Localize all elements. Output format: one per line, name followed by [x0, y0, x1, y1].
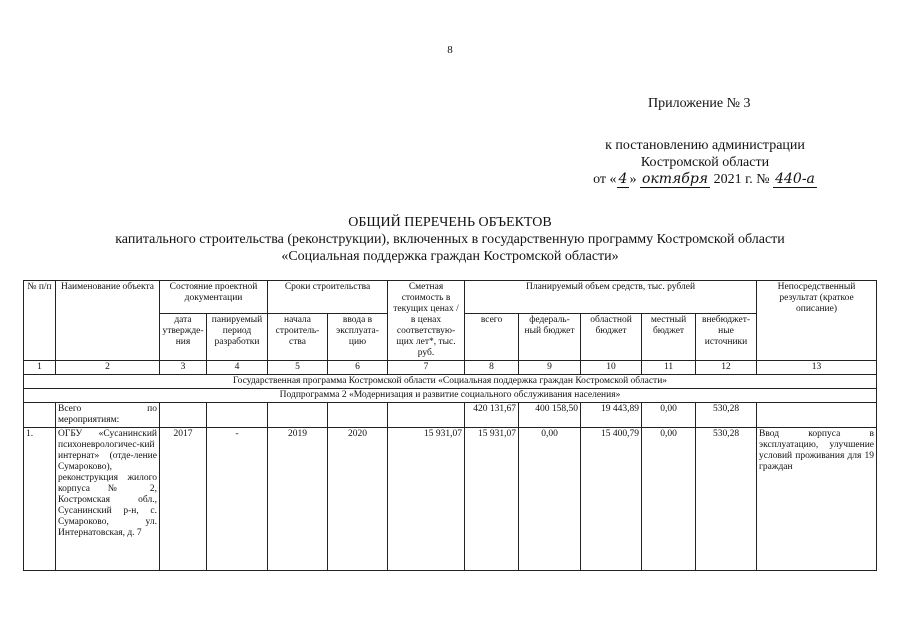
total-local: 0,00 — [642, 403, 696, 428]
row-estimate: 15 931,07 — [388, 428, 465, 571]
page-number: 8 — [447, 44, 453, 56]
col-number: 1 — [24, 361, 56, 375]
date-prefix: от « — [593, 172, 617, 187]
col-number: 11 — [642, 361, 696, 375]
header-funding: Планируемый объем средств, тыс. рублей — [465, 281, 757, 314]
column-numbers-row — [24, 361, 877, 375]
header-extra: внебюджет-ные источники — [696, 313, 757, 360]
handwritten-day: 4 — [618, 171, 628, 187]
col-number: 9 — [519, 361, 581, 375]
row-local: 0,00 — [642, 428, 696, 571]
year-text: 2021 г. № — [713, 172, 770, 187]
header-regional: областной бюджет — [581, 313, 642, 360]
row-start: 2019 — [268, 428, 328, 571]
subprogram-title: Подпрограмма 2 «Модернизация и развитие социального обслуживания населения» — [24, 389, 877, 403]
empty-cell — [757, 403, 877, 428]
header-row-1 — [24, 281, 877, 314]
empty-cell — [328, 403, 388, 428]
col-number: 3 — [160, 361, 207, 375]
header-design-state: Состояние проектной документации — [160, 281, 268, 314]
handwritten-month: октября — [641, 171, 709, 187]
col-number: 12 — [696, 361, 757, 375]
row-federal: 0,00 — [519, 428, 581, 571]
row-commissioning: 2020 — [328, 428, 388, 571]
total-sum: 420 131,67 — [465, 403, 519, 428]
header-federal: федераль-ный бюджет — [519, 313, 581, 360]
row-result: Ввод корпуса в эксплуатацию, улучшение условий проживания для 19 граждан — [757, 428, 877, 571]
empty-cell — [24, 403, 56, 428]
header-result: Непосредственный результат (краткое описание) — [757, 281, 877, 361]
row-planned-period: - — [207, 428, 268, 571]
subprogram-row — [24, 389, 877, 403]
decree-block — [560, 137, 850, 188]
total-extra: 530,28 — [696, 403, 757, 428]
header-local: местный бюджет — [642, 313, 696, 360]
total-label: Всего по мероприятиям: — [56, 403, 160, 428]
empty-cell — [160, 403, 207, 428]
appendix-label: Приложение № 3 — [648, 96, 751, 111]
title-line3: «Социальная поддержка граждан Костромской области» — [281, 249, 619, 264]
decree-date-line — [560, 171, 850, 188]
header-construction-terms: Сроки строительства — [268, 281, 388, 314]
total-regional: 19 443,89 — [581, 403, 642, 428]
col-number: 13 — [757, 361, 877, 375]
row-regional: 15 400,79 — [581, 428, 642, 571]
total-federal: 400 158,50 — [519, 403, 581, 428]
header-name: Наименование объекта — [56, 281, 160, 361]
col-number: 10 — [581, 361, 642, 375]
title-line1: ОБЩИЙ ПЕРЕЧЕНЬ ОБЪЕКТОВ — [348, 215, 552, 230]
col-number: 2 — [56, 361, 160, 375]
header-num: № п/п — [24, 281, 56, 361]
decree-line2: Костромской области — [640, 155, 770, 170]
total-row — [24, 403, 877, 428]
col-number: 8 — [465, 361, 519, 375]
col-number: 6 — [328, 361, 388, 375]
header-start: начала строитель-ства — [268, 313, 328, 360]
header-planned-period: панируемый период разработки — [207, 313, 268, 360]
empty-cell — [388, 403, 465, 428]
header-approval-date: дата утвержде-ния — [160, 313, 207, 360]
header-commissioning: ввода в эксплуата-цию — [328, 313, 388, 360]
header-estimate: Сметная стоимость в текущих ценах / в ценах соответствую-щих лет*, тыс. руб. — [388, 281, 465, 361]
document-title — [0, 214, 900, 265]
col-number: 5 — [268, 361, 328, 375]
empty-cell — [268, 403, 328, 428]
title-line2: капитального строительства (реконструкции), включенных в государственную программу Костромской области — [115, 232, 785, 247]
row-approval-date: 2017 — [160, 428, 207, 571]
decree-line1: к постановлению администрации — [605, 138, 805, 153]
row-total: 15 931,07 — [465, 428, 519, 571]
empty-cell — [207, 403, 268, 428]
row-num: 1. — [24, 428, 56, 571]
col-number: 7 — [388, 361, 465, 375]
program-row — [24, 375, 877, 389]
program-title: Государственная программа Костромской области «Социальная поддержка граждан Костромской области» — [24, 375, 877, 389]
row-extra: 530,28 — [696, 428, 757, 571]
date-mid: » — [629, 172, 637, 187]
row-object-name: ОГБУ «Сусанинский психоневрологичес-кий интернат» (отде-ление Сумароково), реконструкция жилого корпуса № 2, Костромская обл., Сусанинский р-н, с. Сумароково, ул. Интернатовская, д. 7 — [56, 428, 160, 571]
header-total: всего — [465, 313, 519, 360]
objects-table — [23, 280, 877, 571]
col-number: 4 — [207, 361, 268, 375]
handwritten-number: 440-а — [775, 171, 815, 187]
table-row — [24, 428, 877, 571]
